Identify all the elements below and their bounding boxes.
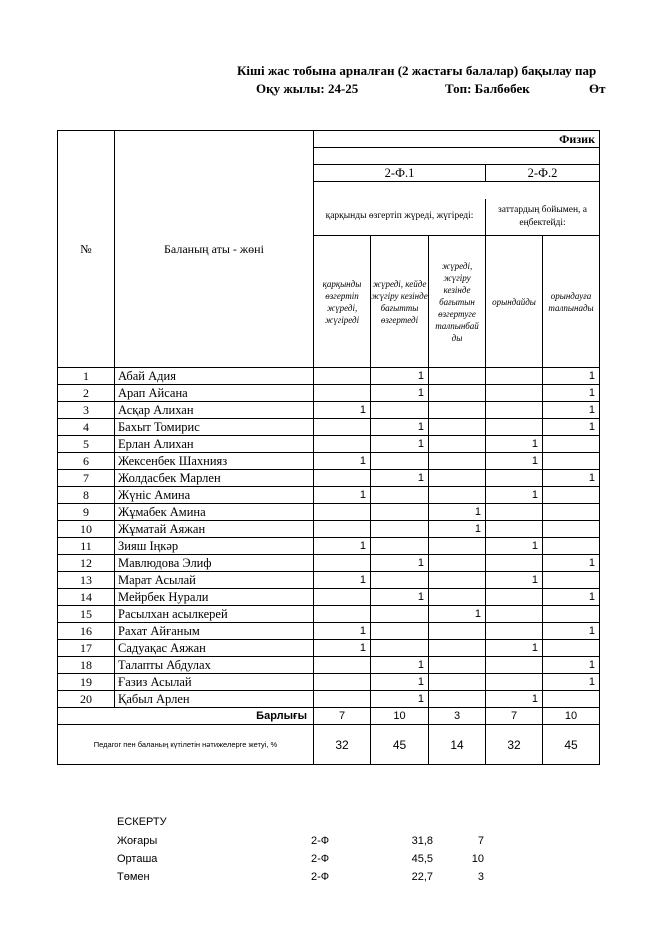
- mark-cell: 1: [371, 657, 429, 674]
- note-code: 2-Ф: [311, 835, 330, 847]
- mark-cell: [314, 419, 371, 436]
- row-number: 5: [58, 436, 115, 453]
- note-count: 10: [471, 853, 484, 865]
- mark-cell: 1: [371, 385, 429, 402]
- mark-cell: [314, 470, 371, 487]
- code-f1: 2-Ф.1: [314, 165, 486, 182]
- mark-cell: [429, 572, 486, 589]
- total-value: 10: [371, 708, 429, 725]
- mark-cell: [429, 691, 486, 708]
- table-row: [58, 402, 600, 419]
- mark-cell: 1: [486, 572, 543, 589]
- mark-cell: [371, 521, 429, 538]
- mark-cell: [543, 504, 600, 521]
- mark-cell: 1: [314, 453, 371, 470]
- mark-cell: 1: [371, 691, 429, 708]
- mark-cell: [314, 368, 371, 385]
- table-row: [58, 436, 600, 453]
- note-count: 3: [477, 871, 484, 883]
- child-name: Мейрбек Нурали: [115, 589, 314, 606]
- percent-value: 45: [371, 725, 429, 765]
- child-name: Жүніс Амина: [115, 487, 314, 504]
- mark-cell: 1: [543, 470, 600, 487]
- mark-cell: [371, 487, 429, 504]
- total-value: 10: [543, 708, 600, 725]
- mark-cell: [314, 385, 371, 402]
- note-title: ЕСКЕРТУ: [117, 816, 167, 828]
- row-number: 16: [58, 623, 115, 640]
- total-value: 3: [429, 708, 486, 725]
- mark-cell: 1: [371, 589, 429, 606]
- mark-cell: [371, 623, 429, 640]
- mark-cell: [486, 555, 543, 572]
- table-row: [58, 606, 600, 623]
- note-code: 2-Ф: [311, 853, 330, 865]
- child-name: Арап Айсана: [115, 385, 314, 402]
- row-number: 10: [58, 521, 115, 538]
- child-name: Қабыл Арлен: [115, 691, 314, 708]
- mark-cell: [486, 521, 543, 538]
- child-name: Жұмабек Амина: [115, 504, 314, 521]
- mark-cell: [429, 487, 486, 504]
- mark-cell: 1: [543, 657, 600, 674]
- child-name: Зияш Іңкәр: [115, 538, 314, 555]
- mark-cell: 1: [314, 623, 371, 640]
- child-name: Марат Асылай: [115, 572, 314, 589]
- table-row: [58, 555, 600, 572]
- mark-cell: 1: [371, 555, 429, 572]
- total-value: 7: [486, 708, 543, 725]
- mark-cell: [486, 623, 543, 640]
- percent-value: 32: [486, 725, 543, 765]
- mark-cell: [371, 640, 429, 657]
- mark-cell: [543, 521, 600, 538]
- mark-cell: [486, 385, 543, 402]
- table-row: [58, 487, 600, 504]
- subcol-5: орындауға талпынады: [543, 236, 600, 368]
- mark-cell: [429, 385, 486, 402]
- mark-cell: 1: [371, 674, 429, 691]
- child-name: Жексенбек Шахнияз: [115, 453, 314, 470]
- row-number: 2: [58, 385, 115, 402]
- mark-cell: 1: [429, 504, 486, 521]
- observation-table: [57, 130, 600, 765]
- mark-cell: [371, 538, 429, 555]
- subcol-4: орындайды: [486, 236, 543, 368]
- mark-cell: 1: [314, 402, 371, 419]
- percent-label: Педагог пен баланың күтілетін нәтижелерге жетуі, %: [58, 725, 314, 765]
- mark-cell: [371, 504, 429, 521]
- mark-cell: [486, 368, 543, 385]
- mark-cell: [543, 606, 600, 623]
- table-row: [58, 385, 600, 402]
- note-percent: 22,7: [411, 871, 433, 883]
- subcol-3: жүреді, жүгіру кезінде бағытын өзгертуге талпынбай ды: [429, 236, 486, 368]
- percent-row: [58, 725, 600, 765]
- mark-cell: [371, 402, 429, 419]
- mark-cell: [314, 589, 371, 606]
- mark-cell: [429, 555, 486, 572]
- mark-cell: 1: [543, 674, 600, 691]
- row-number: 19: [58, 674, 115, 691]
- table-row: [58, 657, 600, 674]
- subcol-1: қарқынды өзгертіп жүреді, жүгіреді: [314, 236, 371, 368]
- row-number: 9: [58, 504, 115, 521]
- row-number: 20: [58, 691, 115, 708]
- mark-cell: [543, 691, 600, 708]
- mark-cell: [314, 521, 371, 538]
- row-number: 17: [58, 640, 115, 657]
- subcol-2: жүреді, кейде жүгіру кезінде бағытты өзгертеді: [371, 236, 429, 368]
- descriptor-f2: заттардың бойымен, а еңбектейді:: [486, 199, 600, 236]
- mark-cell: 1: [486, 487, 543, 504]
- percent-value: 14: [429, 725, 486, 765]
- header-extra: Өт: [589, 81, 606, 96]
- child-name: Жұматай Аяжан: [115, 521, 314, 538]
- row-number: 11: [58, 538, 115, 555]
- mark-cell: [314, 657, 371, 674]
- note-code: 2-Ф: [311, 871, 330, 883]
- note-percent: 31,8: [411, 835, 433, 847]
- table-row: [58, 504, 600, 521]
- row-number: 3: [58, 402, 115, 419]
- table-row: [58, 538, 600, 555]
- table-row: [58, 368, 600, 385]
- mark-cell: [429, 436, 486, 453]
- total-label: Барлығы: [58, 708, 314, 725]
- note-level-label: Төмен: [117, 871, 150, 883]
- mark-cell: 1: [371, 368, 429, 385]
- table-row: [58, 521, 600, 538]
- note-percent: 45,5: [411, 853, 433, 865]
- row-number: 14: [58, 589, 115, 606]
- table-row: [58, 691, 600, 708]
- table-row: [58, 589, 600, 606]
- mark-cell: 1: [429, 521, 486, 538]
- mark-cell: 1: [371, 419, 429, 436]
- mark-cell: [314, 436, 371, 453]
- mark-cell: [314, 674, 371, 691]
- row-number: 6: [58, 453, 115, 470]
- mark-cell: [314, 555, 371, 572]
- mark-cell: [486, 606, 543, 623]
- mark-cell: [543, 640, 600, 657]
- mark-cell: [429, 623, 486, 640]
- row-number: 7: [58, 470, 115, 487]
- mark-cell: [543, 436, 600, 453]
- note-level-label: Орташа: [117, 853, 158, 865]
- table-row: [58, 419, 600, 436]
- row-number: 4: [58, 419, 115, 436]
- section-physical: Физик: [314, 131, 600, 148]
- academic-year: Оқу жылы: 24-25: [256, 81, 359, 96]
- mark-cell: [429, 470, 486, 487]
- mark-cell: 1: [543, 555, 600, 572]
- mark-cell: 1: [314, 538, 371, 555]
- child-name: Асқар Алихан: [115, 402, 314, 419]
- child-name: Абай Адия: [115, 368, 314, 385]
- mark-cell: [543, 538, 600, 555]
- child-name: Бахыт Томирис: [115, 419, 314, 436]
- mark-cell: [371, 453, 429, 470]
- mark-cell: 1: [371, 436, 429, 453]
- mark-cell: [486, 419, 543, 436]
- row-number: 15: [58, 606, 115, 623]
- mark-cell: [486, 589, 543, 606]
- child-name: Жолдасбек Марлен: [115, 470, 314, 487]
- child-name: Мавлюдова Элиф: [115, 555, 314, 572]
- mark-cell: [486, 504, 543, 521]
- blank-header-row: [314, 148, 600, 165]
- mark-cell: [543, 453, 600, 470]
- mark-cell: [429, 402, 486, 419]
- mark-cell: [486, 674, 543, 691]
- child-name: Садуақас Аяжан: [115, 640, 314, 657]
- mark-cell: 1: [486, 436, 543, 453]
- child-name: Рахат Айғаным: [115, 623, 314, 640]
- row-number: 8: [58, 487, 115, 504]
- header-number: №: [58, 131, 115, 368]
- mark-cell: [429, 640, 486, 657]
- table-row: [58, 572, 600, 589]
- total-value: 7: [314, 708, 371, 725]
- row-number: 12: [58, 555, 115, 572]
- row-number: 1: [58, 368, 115, 385]
- mark-cell: 1: [314, 487, 371, 504]
- document-title: Кіші жас тобына арналған (2 жастағы балалар) бақылау пар: [237, 63, 597, 78]
- mark-cell: [429, 538, 486, 555]
- mark-cell: 1: [543, 589, 600, 606]
- mark-cell: [486, 402, 543, 419]
- mark-cell: 1: [543, 419, 600, 436]
- child-name: Талапты Абдулах: [115, 657, 314, 674]
- table-row: [58, 453, 600, 470]
- mark-cell: [543, 487, 600, 504]
- mark-cell: 1: [543, 623, 600, 640]
- mark-cell: 1: [543, 385, 600, 402]
- table-row: [58, 623, 600, 640]
- mark-cell: [429, 674, 486, 691]
- child-name: Ерлан Алихан: [115, 436, 314, 453]
- mark-cell: [371, 572, 429, 589]
- mark-cell: 1: [543, 402, 600, 419]
- table-row: [58, 674, 600, 691]
- table-row: [58, 470, 600, 487]
- mark-cell: [429, 368, 486, 385]
- mark-cell: 1: [486, 453, 543, 470]
- mark-cell: 1: [429, 606, 486, 623]
- descriptor-f1: қарқынды өзгертіп жүреді, жүгіреді:: [314, 199, 486, 236]
- mark-cell: 1: [314, 640, 371, 657]
- group-name: Топ: Балбөбек: [445, 81, 530, 96]
- mark-cell: [429, 657, 486, 674]
- mark-cell: [314, 691, 371, 708]
- mark-cell: 1: [486, 691, 543, 708]
- percent-value: 32: [314, 725, 371, 765]
- mark-cell: [314, 504, 371, 521]
- mark-cell: [371, 606, 429, 623]
- mark-cell: [486, 657, 543, 674]
- mark-cell: [486, 470, 543, 487]
- mark-cell: 1: [314, 572, 371, 589]
- mark-cell: [429, 419, 486, 436]
- mark-cell: 1: [486, 538, 543, 555]
- table-row: [58, 640, 600, 657]
- mark-cell: [429, 453, 486, 470]
- spacer-row: [314, 182, 600, 199]
- percent-value: 45: [543, 725, 600, 765]
- mark-cell: [314, 606, 371, 623]
- child-name: Расылхан асылкерей: [115, 606, 314, 623]
- mark-cell: 1: [543, 368, 600, 385]
- note-count: 7: [477, 835, 484, 847]
- total-row: [58, 708, 600, 725]
- code-f2: 2-Ф.2: [486, 165, 600, 182]
- mark-cell: 1: [371, 470, 429, 487]
- mark-cell: 1: [486, 640, 543, 657]
- mark-cell: [543, 572, 600, 589]
- child-name: Ғазиз Асылай: [115, 674, 314, 691]
- header-child-name: Баланың аты - жөні: [115, 131, 314, 368]
- row-number: 18: [58, 657, 115, 674]
- row-number: 13: [58, 572, 115, 589]
- note-level-label: Жоғары: [117, 835, 158, 847]
- mark-cell: [429, 589, 486, 606]
